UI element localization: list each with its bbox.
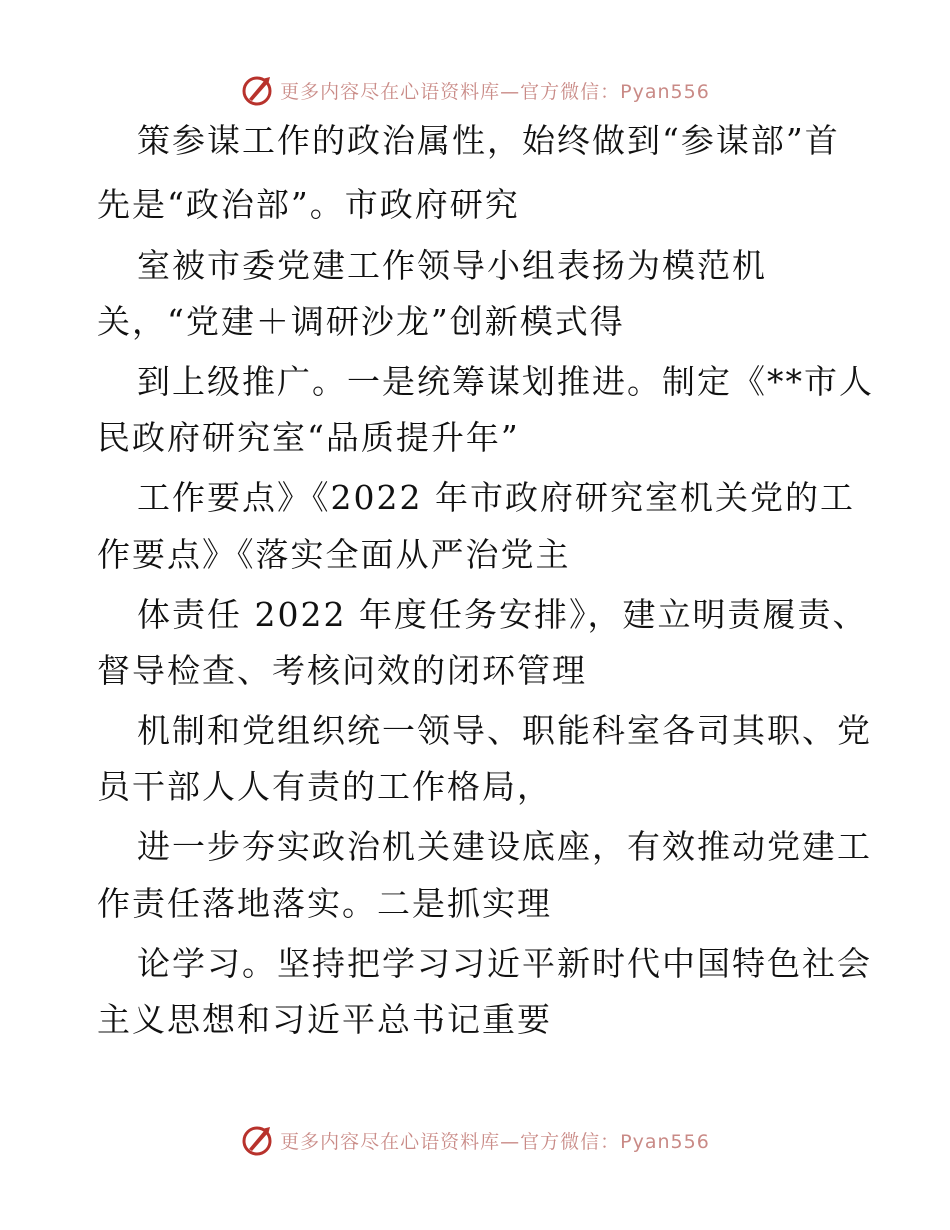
text-line: 作要点》《落实全面从严治党主 [97,535,571,574]
quill-logo-icon [240,73,274,107]
text-line: 体责任 2022 年度任务安排》，建立明责履责、 [137,595,868,634]
header-banner-text: 更多内容尽在心语资料库—官方微信：Pyan556 [280,80,710,103]
footer-banner [0,1120,950,1160]
text-line: 论学习。坚持把学习习近平新时代中国特色社会 [137,944,872,983]
quill-logo-icon [240,1123,274,1157]
text-line: 进一步夯实政治机关建设底座，有效推动党建工 [137,827,872,866]
text-line: 室被市委党建工作领导小组表扬为模范机 [137,246,767,285]
text-line: 作责任落地落实。二是抓实理 [97,884,552,923]
text-line: 策参谋工作的政治属性，始终做到“参谋部”首 [137,121,840,160]
text-line: 工作要点》《2022 年市政府研究室机关党的工 [137,478,855,517]
text-line: 督导检查、考核问效的闭环管理 [97,651,587,690]
text-line: 员干部人人有责的工作格局， [97,767,552,806]
text-line: 机制和党组织统一领导、职能科室各司其职、党 [137,711,872,750]
text-line: 主义思想和习近平总书记重要 [97,1000,552,1039]
text-line: 到上级推广。一是统筹谋划推进。制定《**市人 [137,362,874,401]
text-line: 先是“政治部”。市政府研究 [97,185,520,224]
header-banner [0,70,950,110]
text-line: 民政府研究室“品质提升年” [97,418,520,457]
footer-banner-text: 更多内容尽在心语资料库—官方微信：Pyan556 [280,1130,710,1153]
text-line: 关，“党建＋调研沙龙”创新模式得 [97,302,625,341]
